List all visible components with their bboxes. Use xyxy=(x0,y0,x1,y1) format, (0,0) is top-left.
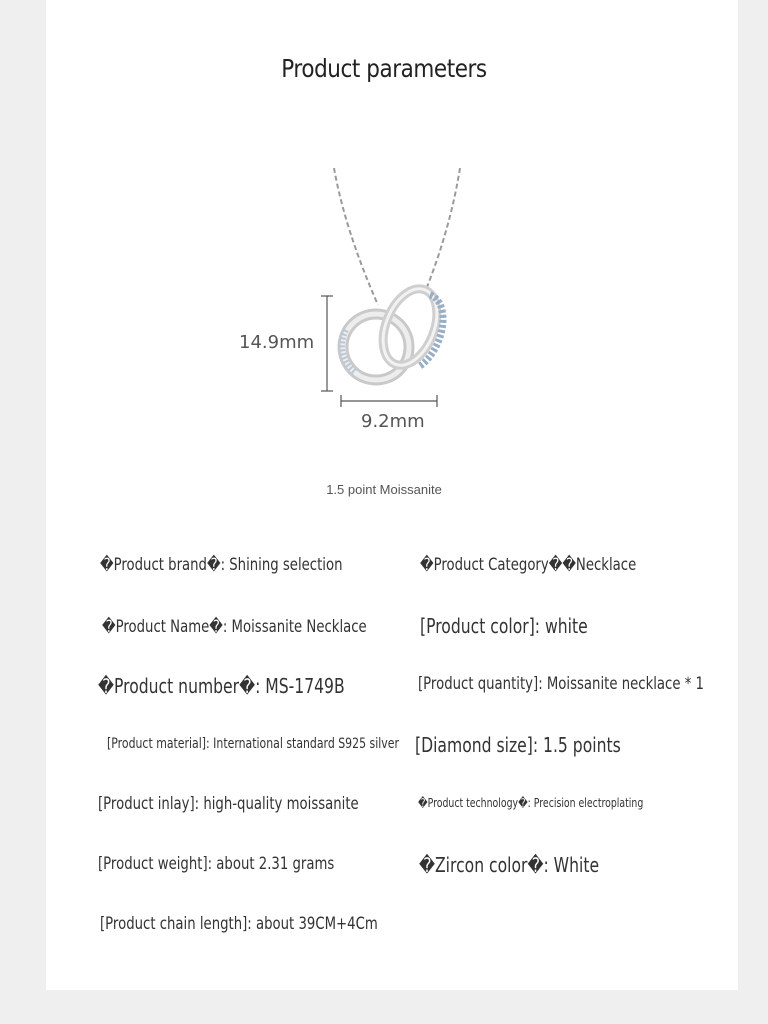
param-chain-length: [Product chain length]: about 39CM+4Cm xyxy=(100,914,378,934)
necklace-chain xyxy=(334,168,460,305)
param-brand: �Product brand�: Shining selection xyxy=(100,555,343,575)
left-ring-pendant xyxy=(342,314,409,380)
param-quantity: [Product quantity]: Moissanite necklace * 1 xyxy=(418,674,705,694)
param-zircon-color: �Zircon color�: White xyxy=(419,853,600,877)
param-diamond-size: [Diamond size]: 1.5 points xyxy=(415,733,621,757)
param-color: [Product color]: white xyxy=(420,614,588,638)
param-name: �Product Name�: Moissanite Necklace xyxy=(102,617,367,637)
width-dimension-line xyxy=(341,395,437,407)
param-technology: �Product technology�: Precision electroplating xyxy=(418,796,644,810)
product-caption: 1.5 point Moissanite xyxy=(326,482,442,497)
param-category: �Product Category��Necklace xyxy=(420,555,637,575)
height-label: 14.9mm xyxy=(239,332,315,353)
right-ring-pendant xyxy=(373,281,447,373)
necklace-illustration xyxy=(0,0,768,460)
height-dimension-line xyxy=(321,296,333,391)
param-weight: [Product weight]: about 2.31 grams xyxy=(98,854,335,874)
param-material: [Product material]: International standard S925 silver xyxy=(107,736,399,752)
page-title: Product parameters xyxy=(281,54,487,83)
param-number: �Product number�: MS-1749B xyxy=(98,674,345,698)
width-label: 9.2mm xyxy=(361,411,425,432)
param-inlay: [Product inlay]: high-quality moissanite xyxy=(98,794,359,814)
